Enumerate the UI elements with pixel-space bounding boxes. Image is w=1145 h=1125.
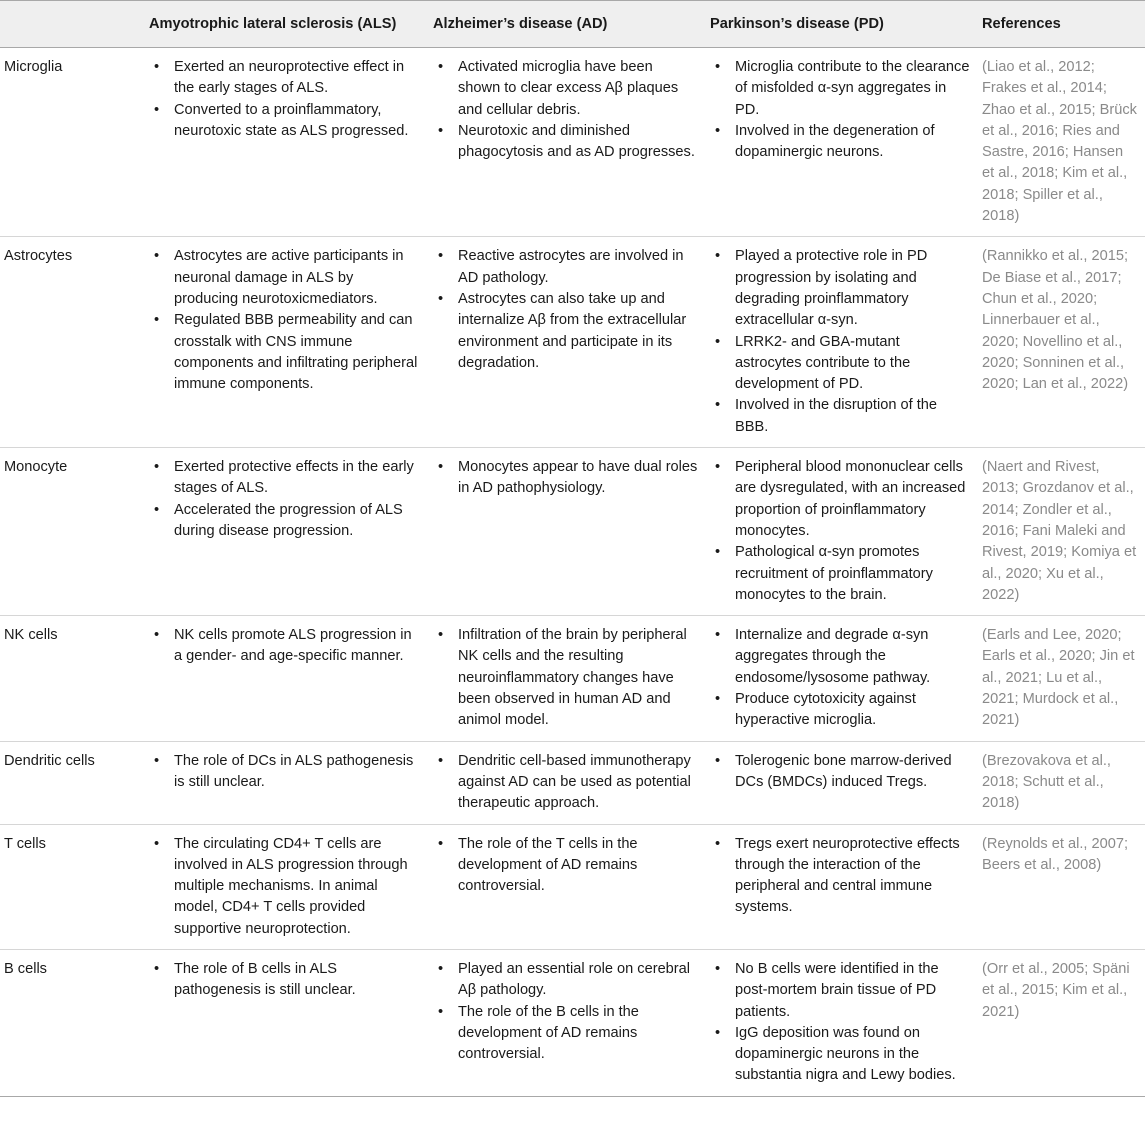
bullet-icon: •: [154, 627, 160, 644]
ad-bullet-list: [433, 959, 698, 1065]
table-row: [0, 824, 1145, 949]
bullet-icon: •: [715, 627, 721, 644]
cell-references: [976, 237, 1145, 448]
cell-ad: [427, 949, 704, 1096]
bullet-icon: •: [715, 397, 721, 414]
bullet-icon: •: [438, 248, 444, 265]
bullet-icon: •: [154, 960, 160, 977]
bullet-icon: •: [154, 248, 160, 265]
pd-bullet-list: [710, 834, 970, 919]
list-item-text: Astrocytes are active participants in neuronal damage in ALS by producing neurotoxicmediators.: [174, 248, 404, 307]
bullet-icon: •: [438, 752, 444, 769]
list-item: [149, 625, 421, 668]
list-item-text: Converted to a proinflammatory, neurotoxic state as ALS progressed.: [174, 101, 409, 139]
bullet-icon: •: [154, 459, 160, 476]
list-item-text: Pathological α-syn promotes recruitment of proinflammatory monocytes to the brain.: [735, 544, 933, 603]
list-item-text: Regulated BBB permeability and can crosstalk with CNS immune components and infiltrating peripheral immune components.: [174, 312, 418, 393]
list-item-text: Exerted protective effects in the early stages of ALS.: [174, 459, 414, 497]
bullet-icon: •: [438, 122, 444, 139]
list-item-text: IgG deposition was found on dopaminergic neurons in the substantia nigra and Lewy bodies.: [735, 1024, 956, 1084]
bullet-icon: •: [438, 627, 444, 644]
list-item: [433, 457, 698, 500]
table-body: [0, 48, 1145, 1097]
list-item: [710, 751, 970, 794]
list-item-text: The role of the B cells in the development of AD remains controversial.: [458, 1003, 639, 1063]
bullet-icon: •: [715, 691, 721, 708]
cell-pd: [704, 237, 976, 448]
cell-pd: [704, 824, 976, 949]
list-item-text: Microglia contribute to the clearance of misfolded α-syn aggregates in PD.: [735, 59, 970, 118]
list-item: [710, 121, 970, 164]
list-item: [433, 834, 698, 898]
bullet-icon: •: [154, 59, 160, 75]
bullet-icon: •: [715, 835, 721, 852]
table-row: [0, 448, 1145, 616]
cell-type-label: Astrocytes: [0, 237, 143, 448]
list-item: [149, 246, 421, 310]
ad-bullet-list: [433, 751, 698, 815]
header-ad: Alzheimer’s disease (AD): [427, 1, 704, 48]
header-pd: Parkinson’s disease (PD): [704, 1, 976, 48]
list-item-text: Produce cytotoxicity against hyperactive microglia.: [735, 691, 916, 729]
bullet-icon: •: [154, 501, 160, 518]
pd-bullet-list: [710, 959, 970, 1087]
als-bullet-list: [149, 57, 421, 142]
cell-references: [976, 448, 1145, 616]
list-item: [710, 625, 970, 689]
list-item-text: Peripheral blood mononuclear cells are dysregulated, with an increased proportion of proinflammatory monocytes.: [735, 459, 966, 539]
cell-ad: [427, 448, 704, 616]
pd-bullet-list: [710, 457, 970, 606]
list-item-text: The role of B cells in ALS pathogenesis is still unclear.: [174, 960, 356, 999]
list-item: [710, 959, 970, 1023]
list-item: [710, 542, 970, 606]
references-text: (Reynolds et al., 2007; Beers et al., 2008): [982, 835, 1129, 873]
list-item-text: Reactive astrocytes are involved in AD pathology.: [458, 248, 684, 286]
list-item: [433, 57, 698, 121]
cell-pd: [704, 48, 976, 237]
pd-bullet-list: [710, 751, 970, 794]
list-item: [710, 457, 970, 542]
bullet-icon: •: [715, 544, 721, 561]
bullet-icon: •: [438, 459, 444, 476]
bullet-icon: •: [438, 290, 444, 307]
cell-type-label: B cells: [0, 949, 143, 1096]
pd-bullet-list: [710, 625, 970, 731]
cell-pd: [704, 741, 976, 824]
bullet-icon: •: [154, 101, 160, 118]
list-item: [710, 395, 970, 438]
list-item-text: Involved in the degeneration of dopaminergic neurons.: [735, 122, 935, 161]
cell-references: [976, 824, 1145, 949]
cell-als: [143, 824, 427, 949]
list-item-text: Infiltration of the brain by peripheral NK cells and the resulting neuroinflammatory changes have been observed in human AD and animol model.: [458, 627, 687, 729]
list-item: [149, 57, 421, 100]
cell-als: [143, 741, 427, 824]
list-item: [149, 500, 421, 543]
cell-ad: [427, 741, 704, 824]
bullet-icon: •: [715, 248, 721, 265]
bullet-icon: •: [715, 333, 721, 350]
list-item: [149, 751, 421, 794]
list-item: [433, 751, 698, 815]
table-row: [0, 237, 1145, 448]
bullet-icon: •: [438, 960, 444, 977]
cell-ad: [427, 824, 704, 949]
cell-als: [143, 949, 427, 1096]
list-item: [433, 121, 698, 164]
references-text: (Brezovakova et al., 2018; Schutt et al., 2018): [982, 752, 1111, 812]
list-item-text: Astrocytes can also take up and internalize Aβ from the extracellular environment and participate in its degradation.: [458, 290, 687, 371]
bullet-icon: •: [438, 59, 444, 75]
list-item-text: LRRK2- and GBA-mutant astrocytes contribute to the development of PD.: [735, 333, 911, 393]
list-item: [433, 625, 698, 731]
list-item: [149, 959, 421, 1002]
cell-references: [976, 616, 1145, 741]
cell-ad: [427, 237, 704, 448]
list-item: [149, 100, 421, 143]
list-item-text: Tolerogenic bone marrow-derived DCs (BMDCs) induced Tregs.: [735, 752, 952, 790]
cell-als: [143, 237, 427, 448]
cell-references: [976, 741, 1145, 824]
references-text: (Naert and Rivest, 2013; Grozdanov et al., 2014; Zondler et al., 2016; Fani Maleki and Rivest, 2019; Komiya et al., 2020; Xu et al., 2022): [982, 459, 1137, 603]
references-text: (Orr et al., 2005; Späni et al., 2015; Kim et al., 2021): [982, 960, 1130, 1020]
list-item: [710, 57, 970, 121]
list-item: [149, 310, 421, 395]
references-text: (Liao et al., 2012; Frakes et al., 2014; Zhao et al., 2015; Brück et al., 2016; Ries and Sastre, 2016; Hansen et al., 2018; Kim et al., 2018; Spiller et al., 2018): [982, 59, 1137, 225]
list-item: [710, 1023, 970, 1087]
list-item-text: NK cells promote ALS progression in a gender- and age-specific manner.: [174, 627, 412, 665]
bullet-icon: •: [715, 459, 721, 476]
bullet-icon: •: [154, 752, 160, 769]
bullet-icon: •: [154, 835, 160, 852]
ad-bullet-list: [433, 625, 698, 731]
header-cell-type: [0, 1, 143, 48]
cell-ad: [427, 616, 704, 741]
list-item: [710, 246, 970, 331]
list-item: [433, 289, 698, 374]
als-bullet-list: [149, 959, 421, 1002]
list-item-text: Involved in the disruption of the BBB.: [735, 397, 938, 435]
list-item-text: Monocytes appear to have dual roles in AD pathophysiology.: [458, 459, 698, 497]
cell-pd: [704, 616, 976, 741]
list-item-text: Played a protective role in PD progression by isolating and degrading proinflammatory extracellular α-syn.: [735, 248, 928, 329]
ad-bullet-list: [433, 246, 698, 374]
table-row: [0, 616, 1145, 741]
cell-als: [143, 616, 427, 741]
references-text: (Earls and Lee, 2020; Earls et al., 2020; Jin et al., 2021; Lu et al., 2021; Murdock et al., 2021): [982, 627, 1135, 729]
als-bullet-list: [149, 246, 421, 395]
bullet-icon: •: [438, 1003, 444, 1020]
table-row: [0, 949, 1145, 1096]
list-item-text: The role of the T cells in the development of AD remains controversial.: [458, 835, 638, 895]
header-als: Amyotrophic lateral sclerosis (ALS): [143, 1, 427, 48]
cell-pd: [704, 448, 976, 616]
als-bullet-list: [149, 834, 421, 940]
list-item: [710, 332, 970, 396]
ad-bullet-list: [433, 457, 698, 500]
bullet-icon: •: [715, 960, 721, 977]
list-item-text: Dendritic cell-based immunotherapy against AD can be used as potential therapeutic approach.: [458, 752, 691, 812]
cell-references: [976, 48, 1145, 237]
bullet-icon: •: [715, 1024, 721, 1041]
list-item-text: The role of DCs in ALS pathogenesis is still unclear.: [174, 752, 414, 790]
list-item-text: No B cells were identified in the post-mortem brain tissue of PD patients.: [735, 960, 939, 1020]
pd-bullet-list: [710, 246, 970, 438]
cell-type-label: Monocyte: [0, 448, 143, 616]
bullet-icon: •: [715, 752, 721, 769]
list-item-text: The circulating CD4+ T cells are involved in ALS progression through multiple mechanisms. In animal model, CD4+ T cells provided supportive neuroprotection.: [174, 835, 408, 937]
bullet-icon: •: [715, 122, 721, 139]
bullet-icon: •: [154, 312, 160, 329]
cell-type-label: Dendritic cells: [0, 741, 143, 824]
references-text: (Rannikko et al., 2015; De Biase et al., 2017; Chun et al., 2020; Linnerbauer et al., 2020; Novellino et al., 2020; Sonninen et al., 2020; Lan et al., 2022): [982, 248, 1129, 393]
list-item-text: Tregs exert neuroprotective effects through the interaction of the peripheral and central immune systems.: [735, 835, 960, 916]
list-item: [149, 457, 421, 500]
list-item-text: Accelerated the progression of ALS during disease progression.: [174, 501, 403, 539]
list-item: [433, 1002, 698, 1066]
list-item: [433, 246, 698, 289]
list-item: [149, 834, 421, 940]
table-row: [0, 48, 1145, 237]
als-bullet-list: [149, 457, 421, 542]
cell-type-label: Microglia: [0, 48, 143, 237]
cell-ad: [427, 48, 704, 237]
ad-bullet-list: [433, 57, 698, 163]
cell-als: [143, 48, 427, 237]
cell-references: [976, 949, 1145, 1096]
header-references: References: [976, 1, 1145, 48]
list-item-text: Played an essential role on cerebral Aβ pathology.: [458, 960, 691, 999]
list-item: [710, 834, 970, 919]
list-item-text: Internalize and degrade α-syn aggregates through the endosome/lysosome pathway.: [735, 627, 931, 686]
cell-type-label: T cells: [0, 824, 143, 949]
cell-pd: [704, 949, 976, 1096]
list-item: [710, 689, 970, 732]
pd-bullet-list: [710, 57, 970, 163]
list-item-text: Neurotoxic and diminished phagocytosis and as AD progresses.: [458, 122, 695, 161]
list-item: [433, 959, 698, 1002]
cell-als: [143, 448, 427, 616]
bullet-icon: •: [715, 59, 721, 75]
list-item-text: Exerted an neuroprotective effect in the early stages of ALS.: [174, 59, 405, 97]
bullet-icon: •: [438, 835, 444, 852]
als-bullet-list: [149, 625, 421, 668]
cell-type-label: NK cells: [0, 616, 143, 741]
als-bullet-list: [149, 751, 421, 794]
list-item-text: Activated microglia have been shown to clear excess Aβ plaques and cellular debris.: [458, 59, 679, 118]
table-row: [0, 741, 1145, 824]
ad-bullet-list: [433, 834, 698, 898]
header-row: [0, 1, 1145, 48]
